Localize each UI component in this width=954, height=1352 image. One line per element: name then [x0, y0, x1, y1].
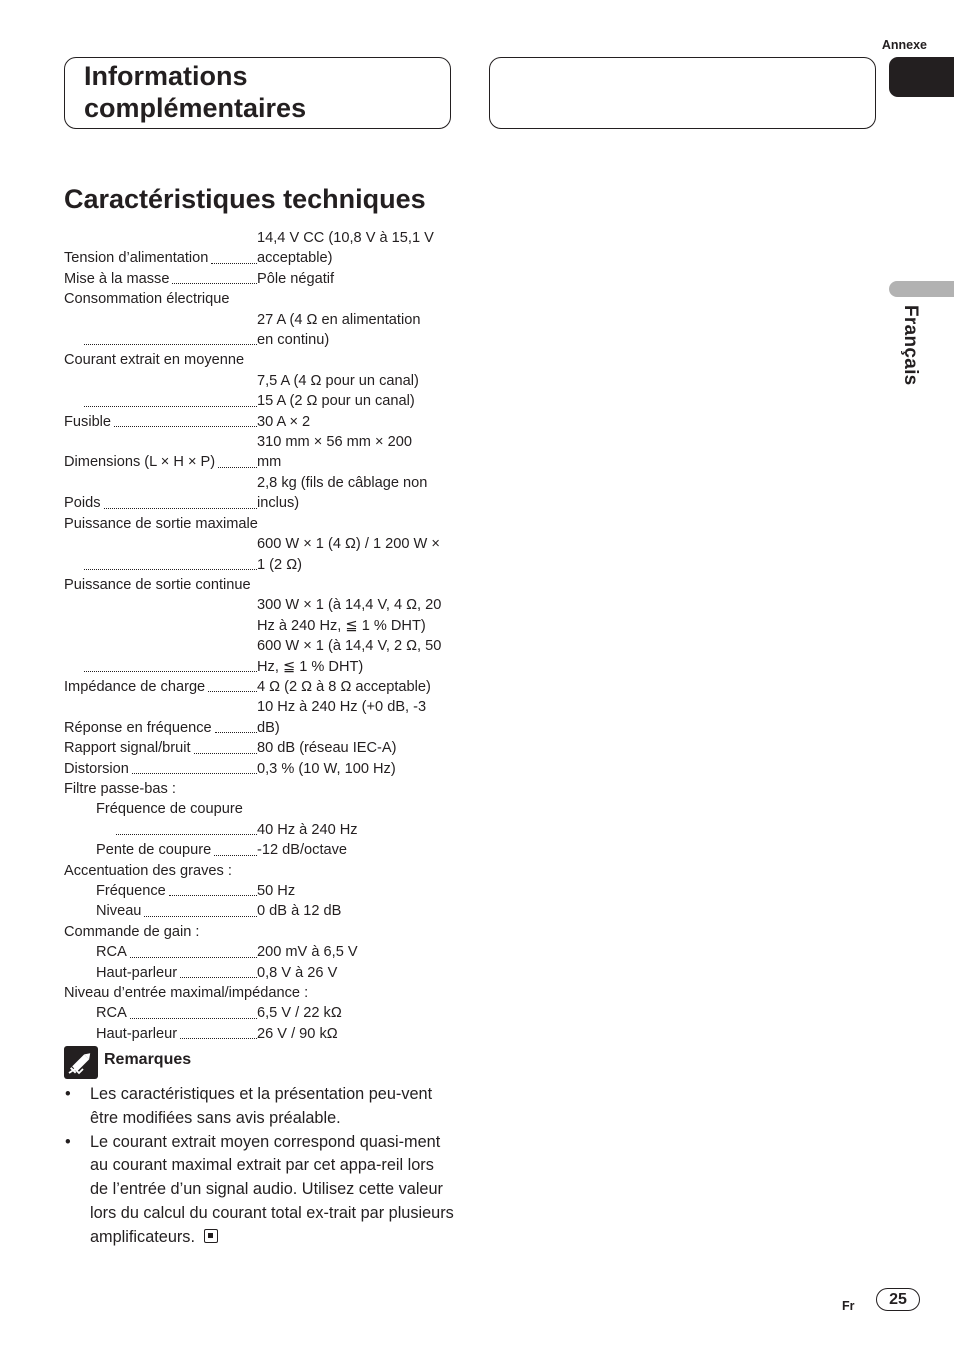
spec-value: 0,8 V à 26 V [257, 964, 338, 981]
spec-label: Commande de gain : [64, 923, 200, 940]
spec-value: 50 Hz [257, 883, 296, 899]
spec-row [64, 412, 456, 432]
spec-value: 80 dB (réseau IEC-A) [257, 740, 397, 757]
dot-leader [214, 855, 257, 856]
specs-table [64, 228, 456, 1044]
spec-label-cell [64, 881, 257, 901]
spec-row [64, 1024, 456, 1044]
spec-row [64, 269, 456, 289]
header-title-line-2: complémentaires [84, 93, 307, 123]
spec-row [64, 371, 456, 412]
spec-label: Réponse en fréquence [64, 719, 212, 736]
spec-label: Filtre passe-bas : [64, 780, 176, 797]
spec-label: Mise à la masse [64, 270, 170, 287]
spec-value: 26 V / 90 kΩ [257, 1025, 338, 1042]
page-header-title [84, 60, 306, 124]
dot-leader [144, 916, 257, 917]
spec-row [64, 289, 456, 309]
spec-label-cell [64, 840, 257, 860]
dot-leader [172, 283, 257, 284]
spec-label: Puissance de sortie maximale [64, 515, 258, 532]
spec-row [64, 901, 456, 921]
spec-label-cell [64, 350, 456, 370]
spec-row [64, 677, 456, 697]
spec-value: 40 Hz à 240 Hz [257, 821, 358, 838]
spec-value: 10 Hz à 240 Hz (+0 dB, -3 dB) [257, 699, 427, 736]
spec-row [64, 840, 456, 860]
spec-label-cell [64, 289, 456, 309]
spec-label-cell [64, 759, 257, 779]
spec-label: Rapport signal/bruit [64, 740, 191, 757]
spec-value: -12 dB/octave [257, 842, 348, 859]
spec-row [64, 942, 456, 962]
spec-label: Tension d’alimentation [64, 250, 209, 267]
spec-label: Puissance de sortie continue [64, 576, 251, 593]
dot-leader [169, 895, 257, 896]
dot-leader [180, 977, 257, 978]
spec-label-cell [64, 861, 456, 881]
spec-label-cell [64, 473, 257, 514]
spec-value: 600 W × 1 (4 Ω) / 1 200 W × 1 (2 Ω) [257, 536, 440, 573]
dot-leader [180, 1038, 257, 1039]
bullet-icon: • [65, 1085, 71, 1103]
spec-label: Courant extrait en moyenne [64, 352, 245, 369]
spec-label: RCA [96, 1005, 127, 1022]
dot-leader [194, 753, 257, 754]
spec-row [64, 759, 456, 779]
spec-row [64, 350, 456, 370]
notes-title: Remarques [104, 1051, 192, 1068]
spec-row [64, 779, 456, 799]
spec-value: 6,5 V / 22 kΩ [257, 1005, 342, 1022]
spec-label: Accentuation des graves : [64, 862, 232, 879]
spec-row [64, 228, 456, 269]
spec-value: 310 mm × 56 mm × 200 mm [257, 434, 412, 471]
spec-label-cell [64, 310, 257, 351]
note-text: Les caractéristiques et la présentation peu-vent être modifiées sans avis préalable. [90, 1085, 433, 1127]
spec-label-cell [64, 901, 257, 921]
spec-label-cell [64, 595, 257, 677]
section-label: Annexe [881, 38, 927, 52]
spec-label-cell [64, 738, 257, 758]
spec-value: 4 Ω (2 Ω à 8 Ω acceptable) [257, 678, 431, 695]
spec-label-cell [64, 799, 456, 819]
spec-label: Fréquence de coupure [96, 801, 243, 818]
spec-row [64, 799, 456, 819]
dot-leader [218, 467, 257, 468]
spec-label: Poids [64, 495, 101, 512]
language-label: Français [900, 305, 921, 386]
dot-leader [130, 957, 257, 958]
spec-row [64, 1003, 456, 1023]
spec-label-cell [64, 371, 257, 412]
spec-label-cell [64, 269, 257, 289]
spec-label: Consommation électrique [64, 291, 230, 308]
spec-label-cell [64, 677, 257, 697]
spec-label-cell [64, 963, 257, 983]
dot-leader [215, 732, 257, 733]
footer-language-code: Fr [842, 1299, 855, 1313]
header-box-empty [489, 57, 876, 129]
note-item [64, 1083, 456, 1131]
page-number: 25 [876, 1288, 920, 1311]
spec-value: 7,5 A (4 Ω pour un canal) 15 A (2 Ω pour un canal) [257, 372, 419, 410]
spec-label: RCA [96, 944, 127, 961]
spec-label-cell [64, 534, 257, 575]
section-title: Caractéristiques techniques [64, 184, 426, 214]
spec-label-cell [64, 1003, 257, 1023]
spec-value: 200 mV à 6,5 V [257, 944, 358, 961]
spec-label: Niveau [96, 903, 142, 920]
spec-label: Distorsion [64, 760, 129, 777]
dot-leader [132, 773, 257, 774]
spec-row [64, 432, 456, 473]
header-title-line-1: Informations [84, 61, 248, 91]
language-tab [889, 281, 954, 297]
spec-label: Fréquence [96, 883, 166, 899]
dot-leader [84, 671, 257, 672]
dot-leader [116, 834, 257, 835]
spec-row [64, 310, 456, 351]
spec-label-cell [64, 779, 456, 799]
dot-leader [104, 508, 257, 509]
spec-row [64, 575, 456, 595]
spec-label: Pente de coupure [96, 842, 212, 859]
spec-label-cell [64, 983, 456, 1003]
pencil-note-icon [64, 1046, 98, 1079]
spec-value: 30 A × 2 [257, 413, 311, 430]
spec-value: 2,8 kg (fils de câblage non inclus) [257, 474, 428, 512]
spec-row [64, 881, 456, 901]
notes-list [64, 1083, 456, 1250]
bullet-icon: • [65, 1132, 71, 1151]
spec-row [64, 922, 456, 942]
spec-row [64, 514, 456, 534]
spec-row [64, 963, 456, 983]
note-text: Le courant extrait moyen correspond quasi-ment au courant maximal extrait par cet appa-reil lors de l’entrée d’un signal audio. Utilisez cette valeur lors du calcul du courant total ex-trait par plusieurs amplificateurs. [90, 1132, 454, 1246]
spec-label: Haut-parleur [96, 964, 178, 981]
dot-leader [208, 691, 257, 692]
spec-label: Fusible [64, 413, 112, 430]
spec-label: Impédance de charge [64, 678, 206, 695]
spec-value: 0 dB à 12 dB [257, 903, 342, 920]
spec-value: 0,3 % (10 W, 100 Hz) [257, 760, 396, 777]
spec-row [64, 820, 456, 840]
spec-label-cell [64, 697, 257, 738]
spec-value: 27 A (4 Ω en alimentation en continu) [257, 311, 421, 349]
spec-label: Dimensions (L × H × P) [64, 454, 216, 471]
spec-label-cell [64, 942, 257, 962]
spec-value: Pôle négatif [257, 270, 335, 287]
spec-label-cell [64, 575, 456, 595]
spec-label: Haut-parleur [96, 1025, 178, 1042]
spec-label: Niveau d’entrée maximal/impédance : [64, 985, 309, 1002]
spec-value: 14,4 V CC (10,8 V à 15,1 V acceptable) [257, 230, 434, 267]
spec-row [64, 983, 456, 1003]
spec-label-cell [64, 432, 257, 473]
spec-label-cell [64, 514, 456, 534]
dot-leader [130, 1018, 257, 1019]
section-tab-marker [889, 57, 954, 97]
spec-label-cell [64, 820, 257, 840]
dot-leader [84, 406, 257, 407]
dot-leader [84, 344, 257, 345]
dot-leader [84, 569, 257, 570]
spec-label-cell [64, 922, 456, 942]
spec-row [64, 534, 456, 575]
spec-label-cell [64, 1024, 257, 1044]
note-item [64, 1131, 456, 1250]
spec-label-cell [64, 412, 257, 432]
spec-row [64, 595, 456, 677]
dot-leader [211, 263, 257, 264]
spec-row [64, 473, 456, 514]
spec-row [64, 738, 456, 758]
spec-value: 300 W × 1 (à 14,4 V, 4 Ω, 20 Hz à 240 Hz, ≦ 1 % DHT) 600 W × 1 (à 14,4 V, 2 Ω, 50 Hz, ≦ 1 % DHT) [257, 597, 442, 675]
dot-leader [114, 426, 257, 427]
spec-row [64, 861, 456, 881]
spec-label-cell [64, 228, 257, 269]
end-square-icon [204, 1229, 218, 1243]
spec-row [64, 697, 456, 738]
